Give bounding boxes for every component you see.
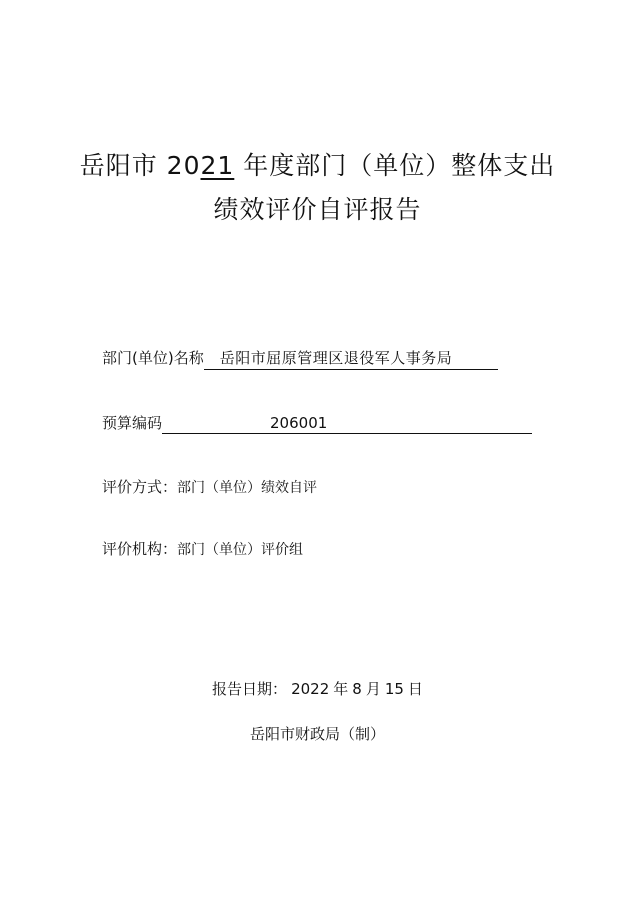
report-date-day-unit: 日 xyxy=(407,680,423,698)
dept-name-row xyxy=(102,347,498,370)
report-date-month: 8 xyxy=(352,680,362,698)
eval-org-label: 评价机构： xyxy=(102,540,178,558)
eval-method-value: 部门（单位）绩效自评 xyxy=(177,480,318,496)
budget-code-row xyxy=(102,412,532,434)
budget-code-value: 206001 xyxy=(162,414,532,434)
budget-code-label: 预算编码 xyxy=(102,414,163,432)
report-date-day: 15 xyxy=(384,680,404,698)
title-prefix: 岳阳市 20 xyxy=(79,151,201,180)
report-title-line1 xyxy=(0,146,635,182)
eval-method-row xyxy=(102,476,317,497)
report-date-year-unit: 年 xyxy=(333,680,349,698)
report-date xyxy=(0,678,635,699)
title-suffix: 年度部门（单位）整体支出 xyxy=(234,151,556,180)
report-title-line2: 绩效评价自评报告 xyxy=(213,195,422,224)
report-date-year: 2022 xyxy=(291,680,330,698)
eval-org-row xyxy=(102,538,303,559)
eval-org-value: 部门（单位）评价组 xyxy=(177,542,304,558)
dept-name-value: 岳阳市屈原管理区退役军人事务局 xyxy=(204,347,498,370)
issuer: 岳阳市财政局（制） xyxy=(249,725,385,743)
report-date-month-unit: 月 xyxy=(365,680,381,698)
report-date-label: 报告日期： xyxy=(212,680,288,698)
title-year: 21 xyxy=(200,151,235,180)
eval-method-label: 评价方式： xyxy=(102,478,178,496)
dept-name-label: 部门(单位)名称 xyxy=(102,349,204,367)
